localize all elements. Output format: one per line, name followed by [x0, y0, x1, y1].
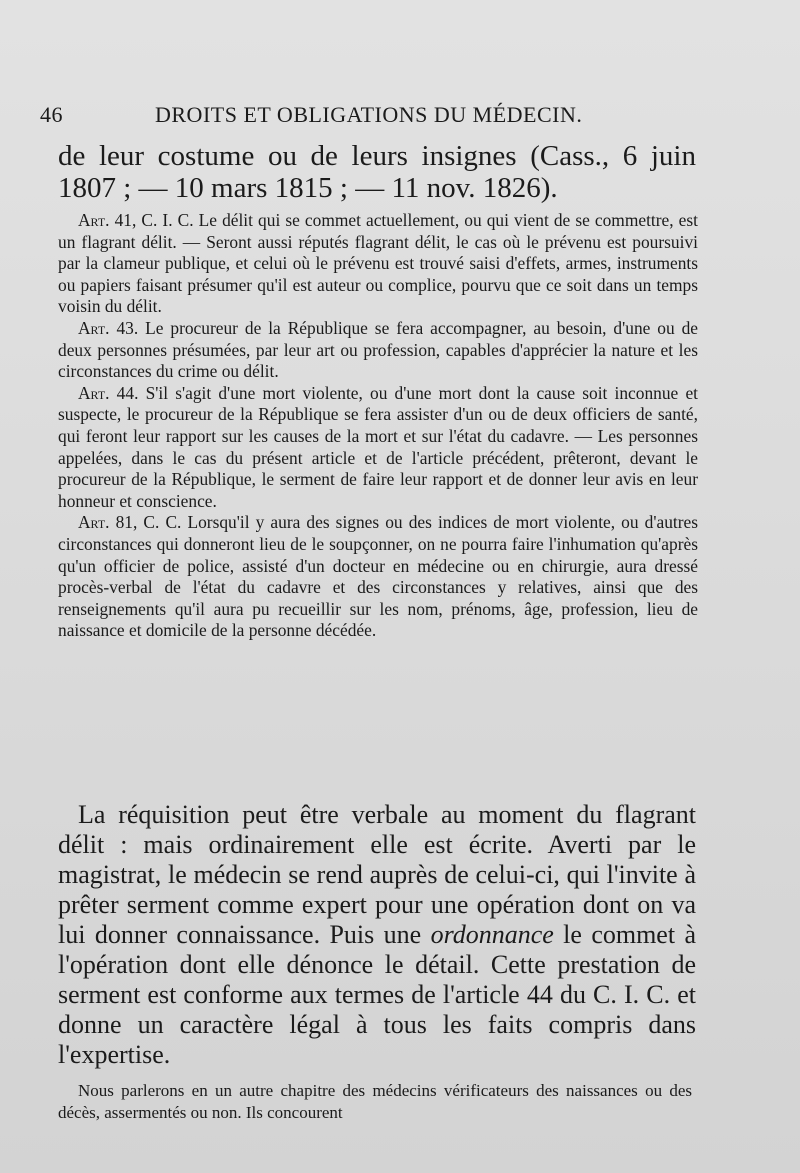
- article-label: Art. 44: [78, 382, 135, 403]
- main-text-part-2: le commet à l'opération dont elle dénonce le détail. Cette prestation de serment est conforme aux termes de l'article 44 du C. I. C. et donne un caractère légal à tous les faits compris dans l'expertise.: [58, 920, 696, 1069]
- legal-articles: [58, 210, 698, 642]
- footnote-paragraph: [58, 1080, 692, 1124]
- lead-paragraph: de leur costume ou de leurs insignes (Cass., 6 juin 1807 ; — 10 mars 1815 ; — 11 nov. 1826).: [58, 140, 696, 204]
- main-paragraph-text: [58, 800, 696, 1070]
- page-number: 46: [40, 102, 63, 127]
- article-text: . Le procureur de la République se fera accompagner, au besoin, d'une ou de deux personnes présumées, par leur art ou profession, capables d'apprécier la nature et les circonstances du crime ou délit.: [58, 317, 699, 382]
- article-label: Art. 41: [78, 210, 132, 230]
- article-text: , C. I. C. Le délit qui se commet actuellement, ou qui vient de se commettre, est un flagrant délit. — Seront aussi réputés flagrant délit, le cas où le prévenu est poursuivi par la clameur publique, et celui où le prévenu est trouvé saisi d'effets, armes, instruments ou papiers faisant présumer qu'il est auteur ou complice, pourvu que ce soit dans un temps voisin du délit.: [58, 210, 698, 317]
- running-head: [40, 96, 680, 130]
- article-41: [58, 210, 698, 318]
- article-43: [58, 318, 698, 383]
- article-label: Art. 43: [78, 317, 134, 338]
- main-text-part-1: La réquisition peut être verbale au moment du flagrant délit : mais ordinairement elle est écrite. Averti par le magistrat, le médecin se rend auprès de celui-ci, qui l'invite à prêter serment comme expert pour une opération dont on va lui donner connaissance. Puis une: [58, 800, 696, 949]
- article-text: , C. C. Lorsqu'il y aura des signes ou des indices de mort violente, ou d'autres circonstances qui donneront lieu de le soupçonner, on ne pourra faire l'inhumation qu'après qu'un officier de police, assisté d'un docteur en médecine ou en chirurgie, aura dressé procès-verbal de l'état du cadavre et des circonstances y relatives, ainsi que des renseignements qu'il aura pu recueillir sur les nom, prénoms, âge, profession, lieu de naissance et domicile de la personne décédée.: [58, 512, 699, 641]
- article-44: [58, 383, 698, 513]
- main-paragraph: [58, 800, 696, 1070]
- footnote-text: Nous parlerons en un autre chapitre des médecins vérificateurs des naissances ou des décès, assermentés ou non. Ils concourent: [58, 1081, 692, 1122]
- article-81: [58, 512, 698, 642]
- article-text: . S'il s'agit d'une mort violente, ou d'une mort dont la cause soit inconnue et suspecte, le procureur de la République se fera assister d'un ou de deux officiers de santé, qui feront leur rapport sur les causes de la mort et sur l'état du cadavre. — Les personnes appelées, dans le cas du présent article et de l'article précédent, prêteront, devant le procureur de la République, le serment de faire leur rapport et de donner leur avis en leur honneur et conscience.: [58, 382, 698, 511]
- running-title: DROITS ET OBLIGATIONS DU MÉDECIN.: [155, 102, 583, 127]
- article-label: Art. 81: [78, 512, 133, 533]
- main-emphasis: ordonnance: [430, 920, 554, 949]
